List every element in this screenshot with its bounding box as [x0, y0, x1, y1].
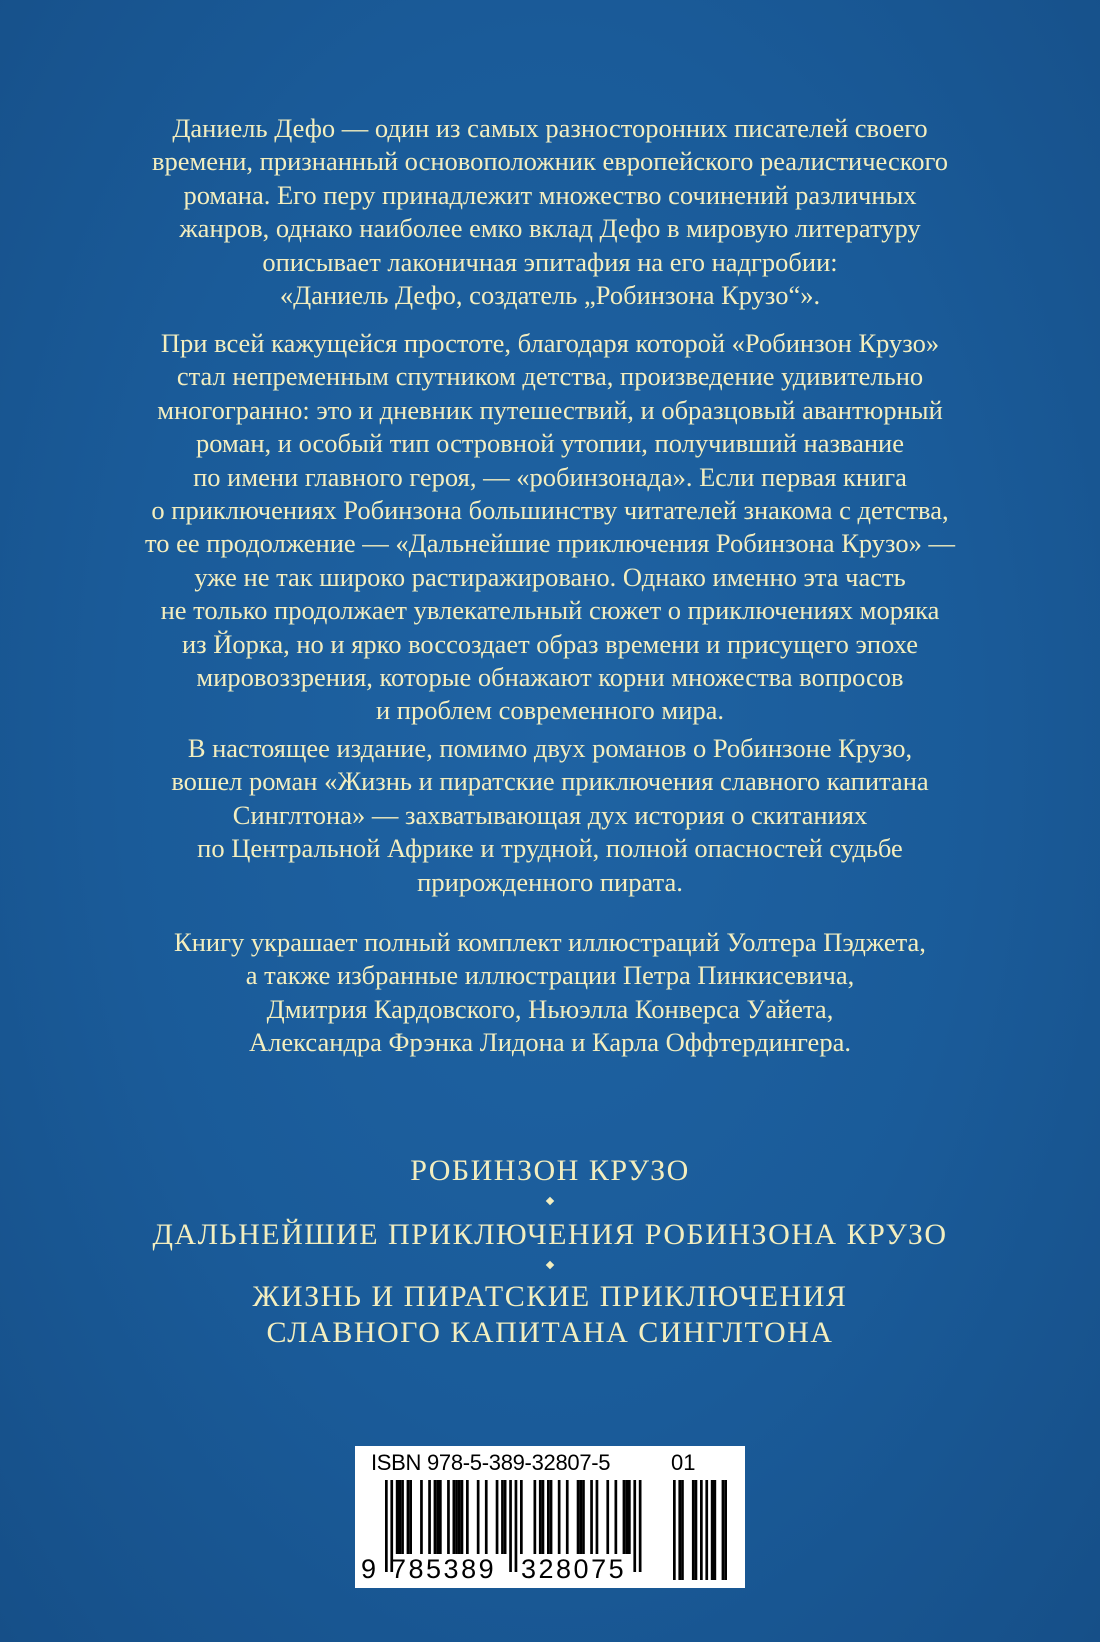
title-robinson-crusoe: РОБИНЗОН КРУЗО [410, 1154, 690, 1187]
addon-bar [705, 1480, 708, 1580]
barcode-bar [539, 1480, 542, 1554]
barcode-bar [477, 1480, 480, 1554]
text-line: и проблем современного мира. [375, 695, 725, 726]
text-line: При всей кажущейся простоте, благодаря которой «Робинзон Крузо» [160, 328, 940, 358]
ean-right-group: 328075 [521, 1554, 627, 1584]
barcode-bar [461, 1480, 464, 1554]
barcode-bar [520, 1480, 523, 1554]
barcode-bar [558, 1480, 561, 1554]
addon-bar [673, 1480, 676, 1580]
barcode-bar [501, 1480, 504, 1554]
barcode-bar [409, 1480, 412, 1554]
barcode-bar [399, 1480, 402, 1554]
barcode-bar [434, 1480, 437, 1554]
addon-bar [700, 1480, 703, 1580]
text-line: роман, и особый тип островной утопии, получивший название [196, 428, 904, 459]
barcode-bar [439, 1480, 442, 1554]
text-line: романа. Его перу принадлежит множество сочинений различных [183, 179, 917, 210]
barcode-bar [509, 1480, 512, 1572]
text-line: о приключениях Робинзона большинству читателей знакома с детства, [151, 495, 949, 526]
addon-bar [714, 1480, 717, 1580]
text-line: а также избранные иллюстрации Петра Пинкисевича, [245, 960, 855, 991]
text-line: времени, признанный основоположник европейского реалистического [152, 146, 948, 177]
barcode-bar [428, 1480, 431, 1554]
barcode-bar [504, 1480, 507, 1554]
barcode-bar [385, 1480, 388, 1572]
ean-first-digit: 9 [361, 1554, 377, 1584]
text-line: то ее продолжение — «Дальнейшие приключения Робинзона Крузо» — [145, 528, 955, 559]
text-line: жанров, однако наиболее емко вклад Дефо в мировую литературу [179, 213, 921, 244]
barcode-bar [453, 1480, 456, 1554]
contents-titles [80, 1154, 1020, 1354]
text-line: не только продолжает увлекательный сюжет о приключениях моряка [160, 595, 940, 626]
diamond-separator-icon [546, 1197, 554, 1205]
addon-bar [695, 1480, 698, 1580]
barcode-bar [596, 1480, 599, 1554]
barcode-bar [566, 1480, 569, 1554]
text-line: из Йорка, но и ярко воссоздает образ времени и присущего эпохе [181, 628, 919, 659]
barcode-bar [515, 1480, 518, 1572]
title-captain-singleton-line-1: ЖИЗНЬ И ПИРАТСКИЕ ПРИКЛЮЧЕНИЯ [252, 1280, 848, 1313]
text-line: многогранно: это и дневник путешествий, и образцовый авантюрный [157, 394, 943, 425]
barcode-bar [633, 1480, 636, 1572]
addon-bar [711, 1480, 714, 1580]
barcode-bar [628, 1480, 631, 1554]
barcode-bar [606, 1480, 609, 1554]
text-line: Книгу украшает полный комплект иллюстраций Уолтера Пэджета, [174, 927, 926, 957]
text-line: В настоящее издание, помимо двух романов о Робинзоне Крузо, [187, 733, 913, 763]
title-further-adventures: ДАЛЬНЕЙШИЕ ПРИКЛЮЧЕНИЯ РОБИНЗОНА КРУЗО [152, 1218, 948, 1251]
barcode-bar [550, 1480, 553, 1554]
barcode-bar [577, 1480, 580, 1554]
diamond-separator-icon [546, 1261, 554, 1269]
barcode-bar [496, 1480, 499, 1554]
barcode-bar [396, 1480, 399, 1554]
barcode-bar [623, 1480, 626, 1554]
addon-bar [678, 1480, 681, 1580]
addon-bar [692, 1480, 695, 1580]
barcode-bar [401, 1480, 404, 1554]
barcode-bar [447, 1480, 450, 1554]
barcode-bar [534, 1480, 537, 1554]
barcode-bar [579, 1480, 582, 1554]
text-line: «Даниель Дефо, создатель „Робинзона Крузо“». [279, 280, 821, 311]
isbn-label: ISBN 978-5-389-32807-5 [371, 1450, 611, 1475]
description-paragraph-1 [80, 112, 1020, 312]
barcode-bar [542, 1480, 545, 1554]
text-line: по Центральной Африке и трудной, полной опасностей судьбе [197, 833, 903, 864]
barcode-bar [582, 1480, 585, 1554]
price-addon-code: 01 [671, 1450, 696, 1475]
barcode-bar [420, 1480, 423, 1554]
text-line: уже не так широко растиражировано. Однако именно эта часть [194, 561, 906, 592]
addon-bar [722, 1480, 725, 1580]
description-paragraph-4 [80, 926, 1020, 1060]
barcode-bar [547, 1480, 550, 1554]
barcode-bar [458, 1480, 461, 1554]
barcode-bar [455, 1480, 458, 1554]
text-line: Синглтона» — захватывающая дух история о скитаниях [232, 799, 868, 830]
barcode-bar [407, 1480, 410, 1554]
addon-bar [724, 1480, 727, 1580]
text-line: вошел роман «Жизнь и пиратские приключения славного капитана [171, 766, 929, 797]
text-line: Александра Фрэнка Лидона и Карла Оффтердингера. [249, 1027, 851, 1058]
addon-bar [681, 1480, 684, 1580]
text-line: мировоззрения, которые обнажают корни множества вопросов [196, 662, 904, 693]
text-line: описывает лаконичная эпитафия на его надгробии: [262, 246, 838, 277]
barcode-bar [466, 1480, 469, 1554]
barcode-bar [590, 1480, 593, 1554]
description-paragraph-2 [80, 327, 1020, 728]
barcode-bar [639, 1480, 642, 1572]
title-captain-singleton-line-2: СЛАВНОГО КАПИТАНА СИНГЛТОНА [266, 1316, 834, 1349]
barcode-bar [625, 1480, 628, 1554]
barcode-bar [615, 1480, 618, 1554]
text-line: прирожденного пирата. [417, 866, 683, 897]
isbn-barcode [355, 1446, 745, 1588]
barcode-bar [485, 1480, 488, 1554]
text-line: стал непременным спутником детства, произведение удивительно [176, 361, 924, 392]
text-line: Даниель Дефо — один из самых разносторонних писателей своего [172, 113, 928, 143]
ean-left-group: 785389 [391, 1554, 497, 1584]
text-line: по имени главного героя, — «робинзонада». Если первая книга [193, 461, 907, 492]
description-paragraph-3 [80, 732, 1020, 899]
text-line: Дмитрия Кардовского, Ньюэлла Конверса Уайета, [266, 993, 834, 1024]
barcode-bar [436, 1480, 439, 1554]
